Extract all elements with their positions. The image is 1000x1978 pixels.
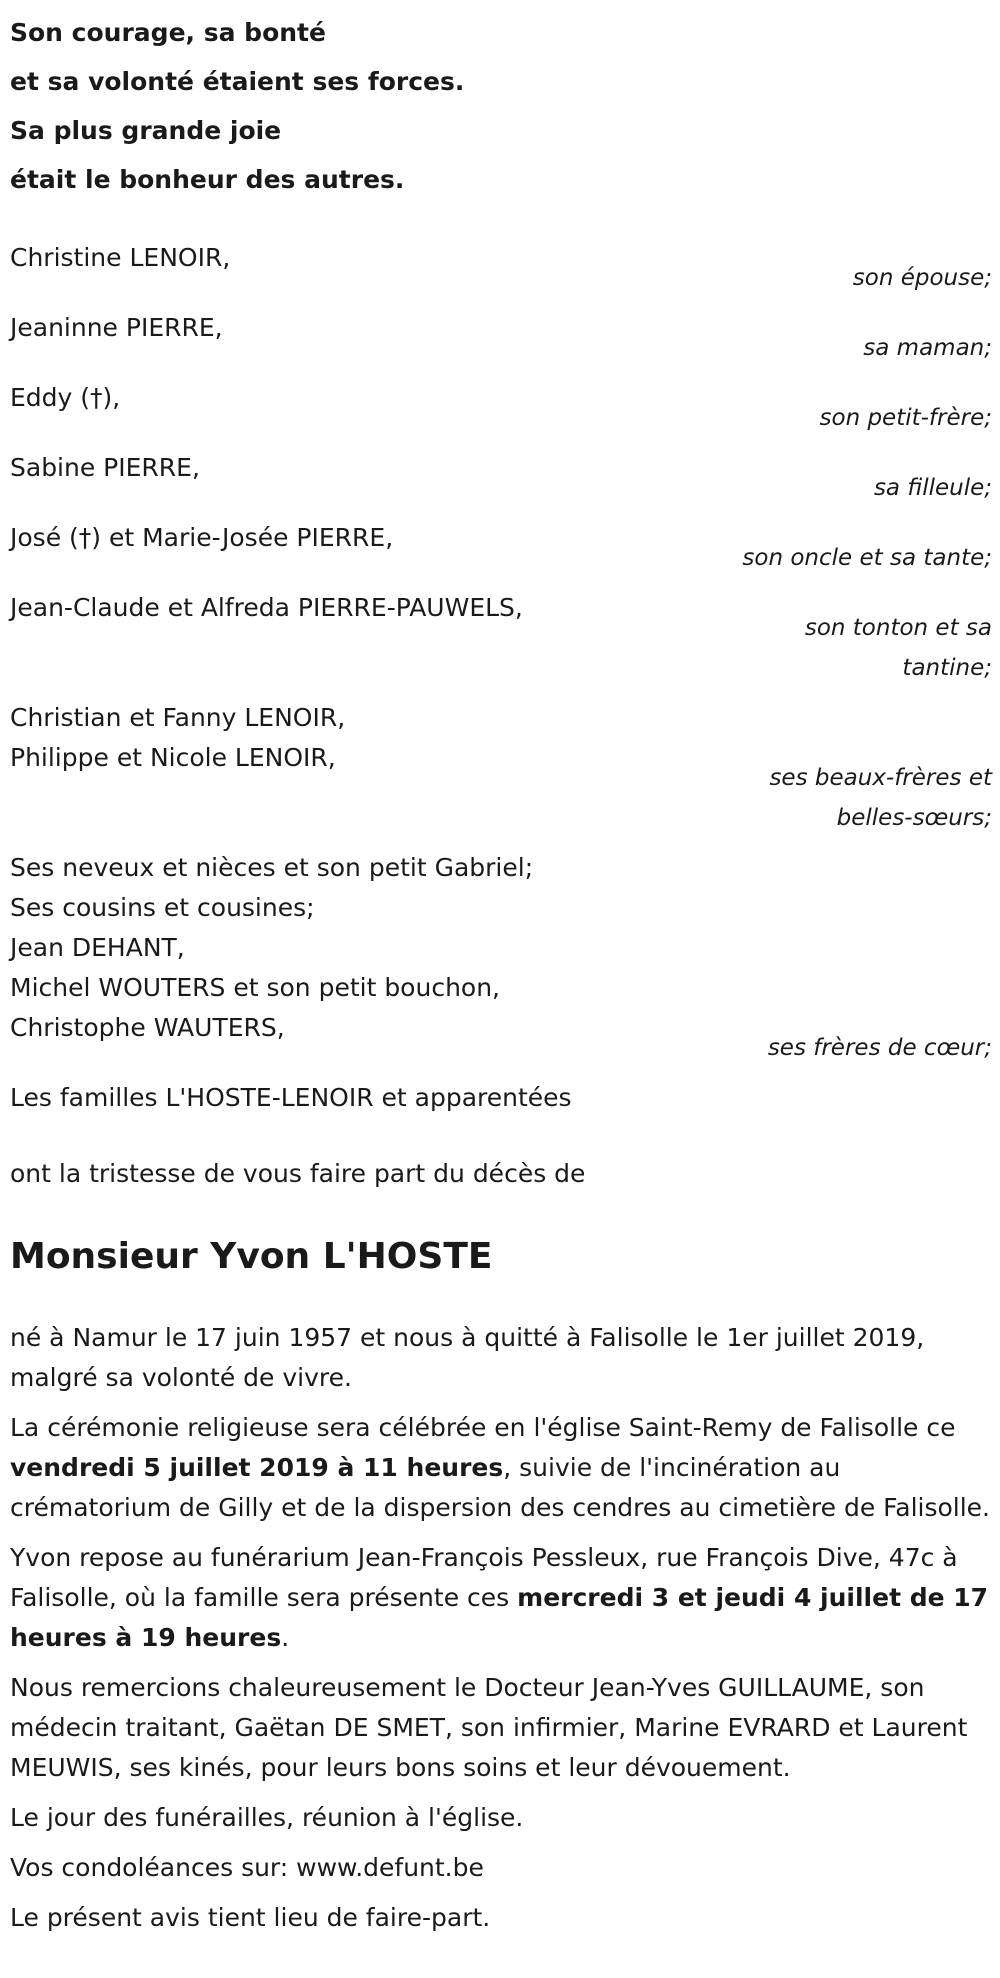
family-name: José (†) et Marie-Josée PIERRE, — [10, 523, 394, 552]
family-entry — [10, 308, 992, 368]
family-entry — [10, 588, 992, 688]
family-name: Jean DEHANT, — [10, 933, 185, 962]
family-entry — [10, 448, 992, 508]
families-line: Les familles L'HOSTE-LENOIR et apparentées — [10, 1083, 572, 1112]
ceremony-date: vendredi 5 juillet 2019 à 11 heures — [10, 1453, 504, 1482]
family-relation: son tonton et sa tantine; — [804, 615, 992, 681]
notice-line: Le présent avis tient lieu de faire-part. — [10, 1903, 491, 1932]
family-names — [10, 518, 742, 558]
intro-line: Son courage, sa bonté — [10, 18, 326, 47]
deceased-name: Monsieur Yvon L'HOSTE — [10, 1236, 493, 1277]
thanks-paragraph: Nous remercions chaleureusement le Docteur Jean-Yves GUILLAUME, son médecin traitant, Gaëtan DE SMET, son infirmier, Marine EVRARD et Laurent MEUWIS, ses kinés, pour leurs bons soins et leur dévouement. — [10, 1673, 968, 1782]
funeral-meeting: Le jour des funérailles, réunion à l'église. — [10, 1803, 524, 1832]
ceremony-text-end: , suivie de l'incinération au crématorium de Gilly et de la dispersion des cendres au cimetière de Falisolle. — [10, 1453, 991, 1522]
family-name: Jean-Claude et Alfreda PIERRE-PAUWELS, — [10, 593, 523, 622]
family-name: Jeaninne PIERRE, — [10, 313, 223, 342]
birth-paragraph: né à Namur le 17 juin 1957 et nous à quitté à Falisolle le 1er juillet 2019, malgré sa volonté de vivre. — [10, 1323, 925, 1392]
family-relation: ses beaux-frères et belles-sœurs; — [769, 765, 992, 831]
family-relation: ses frères de cœur; — [767, 1035, 992, 1061]
family-names — [10, 448, 874, 488]
family-entry — [10, 378, 992, 438]
ceremony-text: La cérémonie religieuse sera célébrée en l'église Saint-Remy de Falisolle ce — [10, 1413, 956, 1442]
family-relation: son épouse; — [852, 265, 992, 291]
family-names — [10, 588, 742, 628]
family-name: Ses cousins et cousines; — [10, 893, 315, 922]
announcement: ont la tristesse de vous faire part du décès de — [10, 1159, 586, 1188]
family-entry — [10, 698, 992, 838]
family-relation: son oncle et sa tante; — [742, 545, 992, 571]
family-entry — [10, 848, 992, 1068]
rest-paragraph — [10, 1538, 992, 1658]
visiting-hours: mercredi 3 et jeudi 4 juillet de 17 heures à 19 heures — [10, 1583, 989, 1652]
family-name: Eddy (†), — [10, 383, 121, 412]
family-name: Michel WOUTERS et son petit bouchon, — [10, 973, 501, 1002]
condolences-line: Vos condoléances sur: www.defunt.be — [10, 1853, 484, 1882]
intro-line: Sa plus grande joie — [10, 116, 282, 145]
family-names — [10, 698, 742, 778]
family-names — [10, 308, 863, 348]
family-names — [10, 378, 820, 418]
family-name: Christophe WAUTERS, — [10, 1013, 285, 1042]
family-name: Philippe et Nicole LENOIR, — [10, 743, 336, 772]
family-entry — [10, 238, 992, 298]
family-relation: son petit-frère; — [819, 405, 992, 431]
family-list — [10, 238, 992, 1118]
intro-verse — [10, 0, 990, 204]
family-relation: sa filleule; — [873, 475, 992, 501]
family-relation: sa maman; — [863, 335, 992, 361]
family-name: Ses neveux et nièces et son petit Gabriel; — [10, 853, 534, 882]
intro-line: était le bonheur des autres. — [10, 165, 405, 194]
family-name: Christian et Fanny LENOIR, — [10, 703, 346, 732]
rest-text: Yvon repose au funérarium Jean-François Pessleux, rue François Dive, 47c à Falisolle, où la famille sera présente ces — [10, 1543, 958, 1612]
family-entry — [10, 518, 992, 578]
rest-text-end: . — [281, 1623, 290, 1652]
intro-line: et sa volonté étaient ses forces. — [10, 67, 465, 96]
family-names — [10, 848, 768, 1048]
ceremony-paragraph — [10, 1408, 992, 1528]
family-name: Christine LENOIR, — [10, 243, 231, 272]
family-name: Sabine PIERRE, — [10, 453, 200, 482]
family-names — [10, 238, 853, 278]
